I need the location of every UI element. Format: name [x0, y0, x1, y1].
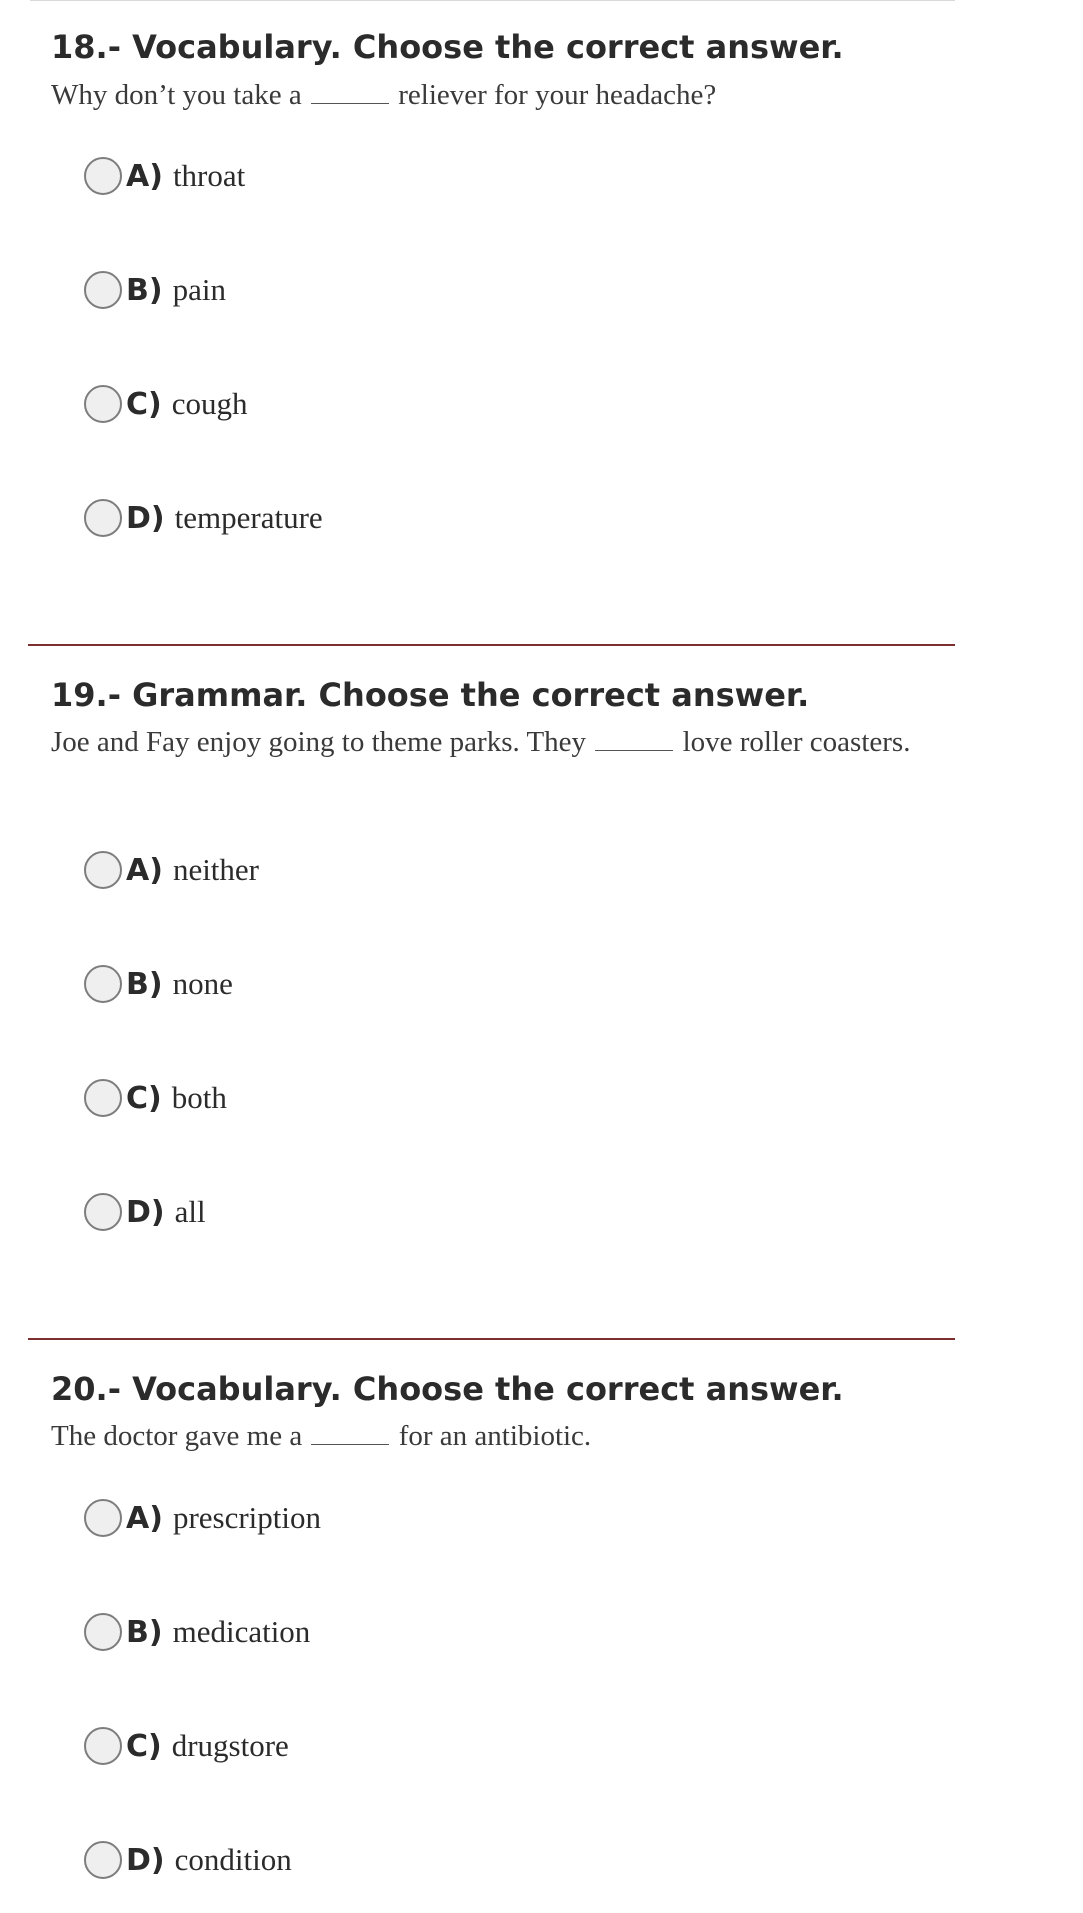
radio-unchecked-icon[interactable] [84, 271, 122, 309]
question-text-before: Why don’t you take a [51, 79, 302, 111]
radio-unchecked-icon[interactable] [84, 1079, 122, 1117]
option-text: temperature [174, 500, 323, 535]
option-text: all [174, 1194, 206, 1229]
option-b[interactable] [84, 1608, 310, 1656]
radio-unchecked-icon[interactable] [84, 965, 122, 1003]
option-d[interactable] [84, 1836, 292, 1884]
question-text [51, 72, 911, 119]
option-letter: C) [126, 1080, 162, 1116]
option-text: condition [174, 1842, 292, 1877]
question-text [51, 719, 911, 766]
option-letter: A) [126, 158, 163, 194]
option-text: throat [172, 158, 246, 193]
option-text: cough [171, 386, 248, 421]
radio-unchecked-icon[interactable] [84, 499, 122, 537]
option-b[interactable] [84, 960, 233, 1008]
radio-unchecked-icon[interactable] [84, 1841, 122, 1879]
option-text: medication [172, 1614, 311, 1649]
question-heading: 18.- Vocabulary. Choose the correct answer. [51, 28, 844, 66]
answer-blank [311, 1428, 389, 1445]
question-text [51, 1413, 911, 1460]
option-text: neither [172, 852, 260, 887]
question-text-before: Joe and Fay enjoy going to theme parks. They [51, 726, 587, 758]
option-letter: C) [126, 1728, 162, 1764]
option-letter: D) [126, 500, 165, 536]
option-letter: D) [126, 1842, 165, 1878]
section-divider [28, 1338, 955, 1340]
radio-unchecked-icon[interactable] [84, 1499, 122, 1537]
option-c[interactable] [84, 380, 248, 428]
radio-unchecked-icon[interactable] [84, 157, 122, 195]
option-letter: B) [126, 1614, 163, 1650]
radio-unchecked-icon[interactable] [84, 385, 122, 423]
radio-unchecked-icon[interactable] [84, 851, 122, 889]
option-d[interactable] [84, 1188, 206, 1236]
option-text: both [171, 1080, 227, 1115]
option-a[interactable] [84, 1494, 321, 1542]
answer-blank [595, 734, 673, 751]
option-letter: A) [126, 852, 163, 888]
question-text-before: The doctor gave me a [51, 1420, 303, 1452]
option-c[interactable] [84, 1074, 227, 1122]
option-text: none [172, 966, 233, 1001]
question-heading: 20.- Vocabulary. Choose the correct answer. [51, 1370, 844, 1408]
option-letter: D) [126, 1194, 165, 1230]
radio-unchecked-icon[interactable] [84, 1193, 122, 1231]
option-text: drugstore [171, 1728, 289, 1763]
option-letter: B) [126, 966, 163, 1002]
question-text-after: for an antibiotic. [398, 1420, 592, 1452]
option-a[interactable] [84, 152, 245, 200]
option-letter: C) [126, 386, 162, 422]
option-text: pain [172, 272, 226, 307]
option-letter: A) [126, 1500, 163, 1536]
option-a[interactable] [84, 846, 259, 894]
option-c[interactable] [84, 1722, 289, 1770]
option-letter: B) [126, 272, 163, 308]
radio-unchecked-icon[interactable] [84, 1727, 122, 1765]
section-divider [28, 644, 955, 646]
option-b[interactable] [84, 266, 226, 314]
question-text-after: reliever for your headache? [398, 79, 717, 111]
radio-unchecked-icon[interactable] [84, 1613, 122, 1651]
top-divider [30, 0, 955, 1]
option-text: prescription [172, 1500, 322, 1535]
question-text-after: love roller coasters. [682, 726, 911, 758]
answer-blank [311, 87, 389, 104]
question-heading: 19.- Grammar. Choose the correct answer. [51, 676, 810, 714]
option-d[interactable] [84, 494, 323, 542]
